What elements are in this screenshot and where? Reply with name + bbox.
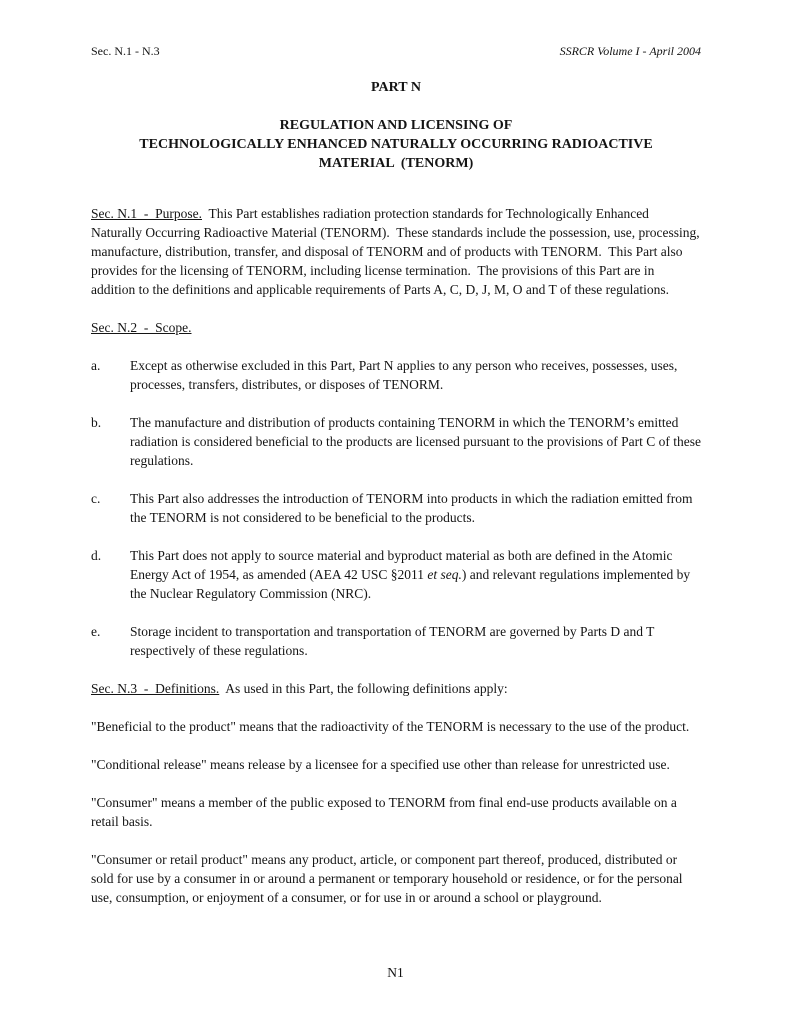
document-title: [91, 116, 701, 173]
scope-item-c-pre: This Part also addresses the introduction of TENORM into products in which the radiation emitted from the TENORM is not considered to be beneficial to the products.: [130, 491, 696, 525]
scope-item-e-pre: Storage incident to transportation and transportation of TENORM are governed by Parts D and T respectively of these regulations.: [130, 624, 658, 658]
definition-conditional-release: "Conditional release" means release by a licensee for a specified use other than release for unrestricted use.: [91, 757, 670, 772]
title-line-2: TECHNOLOGICALLY ENHANCED NATURALLY OCCURRING RADIOACTIVE: [139, 137, 653, 152]
section-n3-definitions-heading: [91, 679, 701, 698]
definition-consumer: "Consumer" means a member of the public exposed to TENORM from final end-use products available on a retail basis.: [91, 795, 681, 829]
scope-item-e-label: e.: [91, 624, 101, 639]
page-header: [91, 42, 701, 61]
section-n3-intro: As used in this Part, the following definitions apply:: [219, 681, 508, 696]
section-n1-body: This Part establishes radiation protection standards for Technologically Enhanced Naturally Occurring Radioactive Material (TENORM). These standards include the possession, use, processing, manufacture, distribution, transfer, and disposal of TENORM and of products with TENORM. This Part also provides for the licensing of TENORM, including license termination. The provisions of this Part are in addition to the definitions and applicable requirements of Parts A, C, D, J, M, O and T of these regulations.: [91, 206, 703, 297]
section-n2-scope-heading: [91, 318, 701, 337]
scope-item-b: [91, 413, 705, 470]
scope-item-c-label: c.: [91, 491, 101, 506]
scope-item-a: [91, 356, 701, 394]
section-n3-heading: Sec. N.3 - Definitions.: [91, 681, 220, 696]
scope-item-d-label: d.: [91, 548, 102, 563]
section-n1-purpose: [91, 204, 701, 299]
header-volume-date: SSRCR Volume I - April 2004: [559, 44, 701, 58]
scope-item-e: [91, 622, 701, 660]
scope-item-d: [91, 546, 701, 603]
scope-item-a-pre: Except as otherwise excluded in this Part, Part N applies to any person who receives, possesses, uses, processes, transfers, distributes, or disposes of TENORM.: [130, 358, 681, 392]
scope-item-b-pre: The manufacture and distribution of products containing TENORM in which the TENORM’s emitted radiation is considered beneficial to the products are licensed pursuant to the provisions of Part C of these regulations.: [130, 415, 705, 468]
section-n1-heading: Sec. N.1 - Purpose.: [91, 206, 202, 221]
scope-item-c: [91, 489, 701, 527]
header-section-range: Sec. N.1 - N.3: [91, 44, 160, 58]
scope-item-b-text: [130, 413, 705, 470]
part-title: PART N: [371, 80, 421, 95]
page-number: N1: [387, 965, 404, 980]
scope-item-d-post: ) and relevant regulations implemented by the Nuclear Regulatory Commission (NRC).: [130, 567, 694, 601]
scope-item-e-text: [130, 622, 701, 660]
definition-consumer-retail-product: "Consumer or retail product" means any product, article, or component part thereof, produced, distributed or sold for use by a consumer in or around a permanent or temporary household or residence, or for the personal use, consumption, or enjoyment of a consumer, or for use in or around a school or playground.: [91, 852, 686, 905]
scope-item-d-text: [130, 546, 701, 603]
scope-item-b-label: b.: [91, 415, 102, 430]
scope-item-c-text: [130, 489, 701, 527]
scope-item-a-label: a.: [91, 358, 101, 373]
scope-item-a-text: [130, 356, 701, 394]
title-line-3: MATERIAL (TENORM): [318, 156, 474, 171]
scope-item-d-italic: et seq.: [427, 567, 462, 582]
definition-beneficial: "Beneficial to the product" means that the radioactivity of the TENORM is necessary to the use of the product.: [91, 719, 690, 734]
title-line-1: REGULATION AND LICENSING OF: [279, 118, 513, 133]
scope-item-d-pre: This Part does not apply to source material and byproduct material as both are defined in the Atomic Energy Act of 1954, as amended (AEA 42 USC §2011: [130, 548, 676, 582]
section-n2-heading: Sec. N.2 - Scope.: [91, 320, 192, 335]
